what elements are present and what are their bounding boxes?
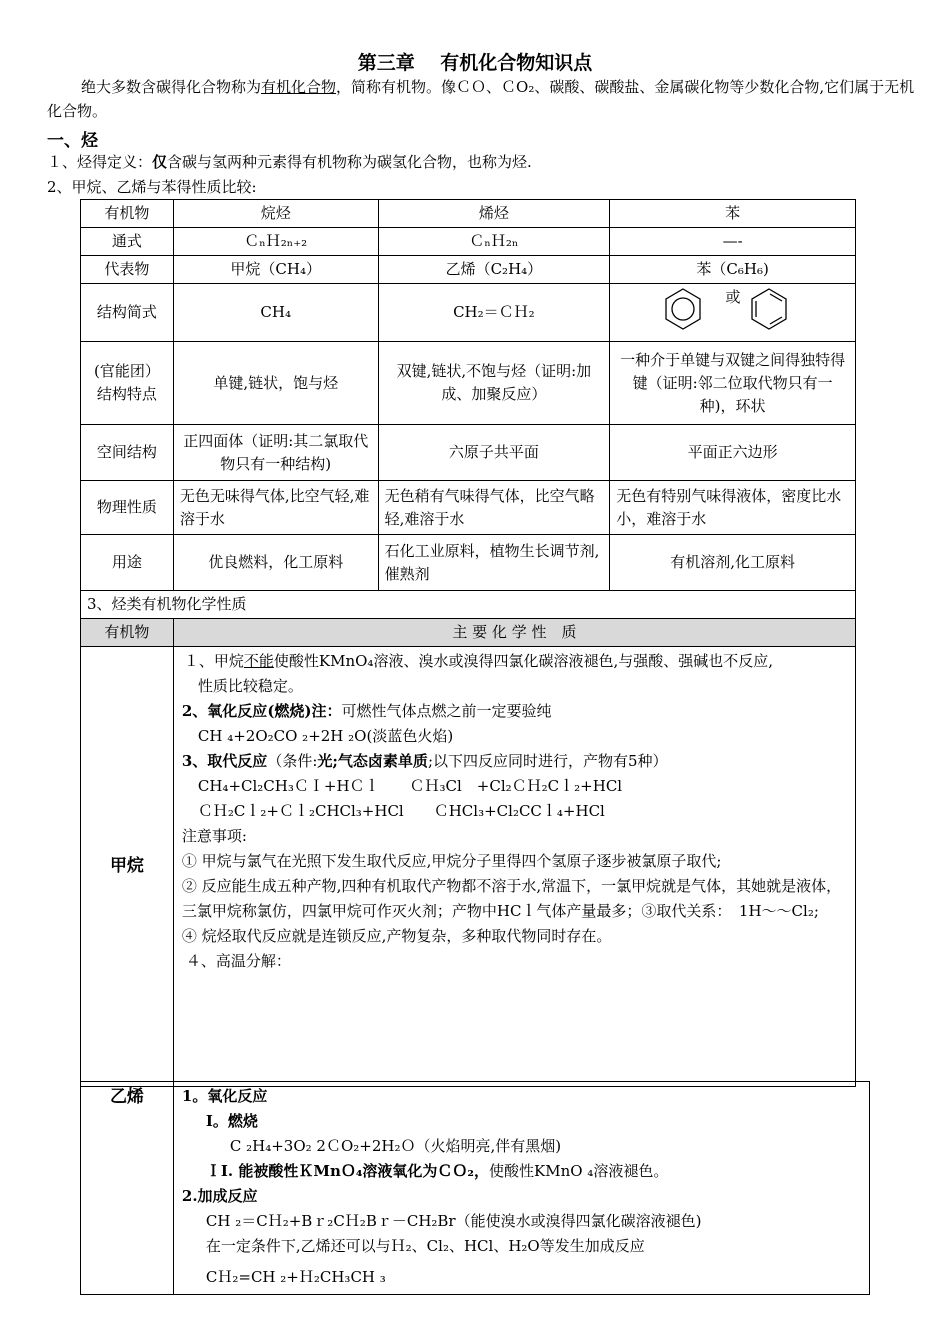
section-heading-hydrocarbon: 一、烃 (47, 131, 98, 151)
table-header-row: 有机物 烷烃 烯烃 苯 (81, 200, 856, 228)
page-title: 第三章 有机化合物知识点 (357, 52, 593, 74)
table-row: 通式 ＣₙＨ₂ₙ₊₂ ＣₙＨ₂ₙ —- (81, 228, 856, 256)
benzene-ring-icon (666, 289, 700, 329)
comparison-table (80, 199, 856, 1087)
ethylene-table (80, 1081, 870, 1295)
ethylene-properties: 1。氧化反应 I。燃烧 C ₂H₄+3O₂ 2ＣO₂+2H₂Ｏ（火焰明亮,伴有黑烟) ＩI. 能被酸性ＫMnＯ₄溶液氧化为ＣＯ₂，使酸性KMnO ₄溶液褪色。 2.加成反应 CH ₂＝CＨ₂+Bｒ₂CＨ₂Bｒ－CH₂Br（能使溴水或溴得四氯化碳溶液褪色) 在一定条件下,乙烯还可以与Ｈ₂、Cl₂、HCl、H₂O等发生加成反应 CＨ₂=CH ₂+Ｈ₂CH₃CH ₃ (173, 1082, 869, 1295)
comparison-heading: 2、甲烷、乙烯与苯得性质比较: (47, 178, 257, 196)
ethylene-row (81, 1082, 870, 1295)
table-row (81, 591, 856, 619)
table-row: 用途 优良燃料，化工原料 石化工业原料，植物生长调节剂,催熟剂 有机溶剂,化工原料 (81, 535, 856, 591)
intro-paragraph: 绝大多数含碳得化合物称为有机化合物，简称有机物。像ＣＯ、ＣO₂、碳酸、碳酸盐、金属碳化物等少数化合物,它们属于无机化合物。 (47, 78, 915, 120)
kekule-ring-icon (752, 289, 786, 329)
table-row: 代表物 甲烷（CH₄） 乙烯（C₂H₄） 苯（C₆H₆) (81, 256, 856, 284)
methane-row (81, 647, 856, 1087)
term-organic: 有机化合物 (261, 78, 337, 96)
table-row: 物理性质 无色无味得气体,比空气轻,难溶于水 无色稍有气味得气体，比空气略轻,难溶于水 无色有特别气味得液体，密度比水小，难溶于水 (81, 481, 856, 535)
definition-line: １、烃得定义：仅含碳与氢两种元素得有机物称为碳氢化合物，也称为烃. (47, 153, 532, 171)
table-row: 空间结构 正四面体（证明:其二氯取代物只有一种结构) 六原子共平面 平面正六边形 (81, 425, 856, 481)
benzene-structure-icons (663, 286, 803, 332)
chem-props-heading: 3、烃类有机物化学性质 (81, 591, 856, 619)
methane-properties: １、甲烷不能使酸性KMnO₄溶液、溴水或溴得四氯化碳溶液褪色,与强酸、强碱也不反应, 性质比较稳定。 2、氧化反应(燃烧)注：可燃性气体点燃之前一定要验纯 CH ₄+2O₂CO ₂+2H ₂O(淡蓝色火焰) 3、取代反应（条件:光;气态卤素单质;以下四反应同时进行，产物有5种） CH₄+Cl₂CH₃ＣＩ+HＣｌ ＣＨ₃Cl +Cl₂ＣＨ₂Cｌ₂+HCl ＣＨ₂Cｌ₂+Ｃｌ₂CHCl₃+HCl ＣHCl₃+Cl₂CCｌ₄+HCl 注意事项: ① 甲烷与氯气在光照下发生取代反应,甲烷分子里得四个氢原子逐步被氯原子取代; ② 反应能生成五种产物,四种有机取代产物都不溶于水,常温下，一氯甲烷就是气体，其她就是液体，三氯甲烷称氯仿，四氯甲烷可作灭火剂；产物中HCｌ气体产量最多；③取代关系： 1H～～Cl₂; ④ 烷烃取代反应就是连锁反应,产物复杂，多种取代物同时存在。 ４、高温分解： (173, 647, 855, 1087)
methane-label: 甲烷 (81, 647, 174, 1087)
table-header-row: 有机物 主 要 化 学 性 质 (81, 619, 856, 647)
table-row: 结构简式 CH₄ CH₂＝ＣＨ₂ 或 (81, 284, 856, 342)
ethylene-label: 乙烯 (81, 1082, 174, 1295)
table-row: (官能团）结构特点 单键,链状，饱与烃 双键,链状,不饱与烃（证明:加成、加聚反应） 一种介于单键与双键之间得独特得键（证明:邻二位取代物只有一种)，环状 (81, 342, 856, 425)
benzene-structure-cell (610, 284, 856, 342)
structure-or-label: 或 (725, 288, 741, 306)
